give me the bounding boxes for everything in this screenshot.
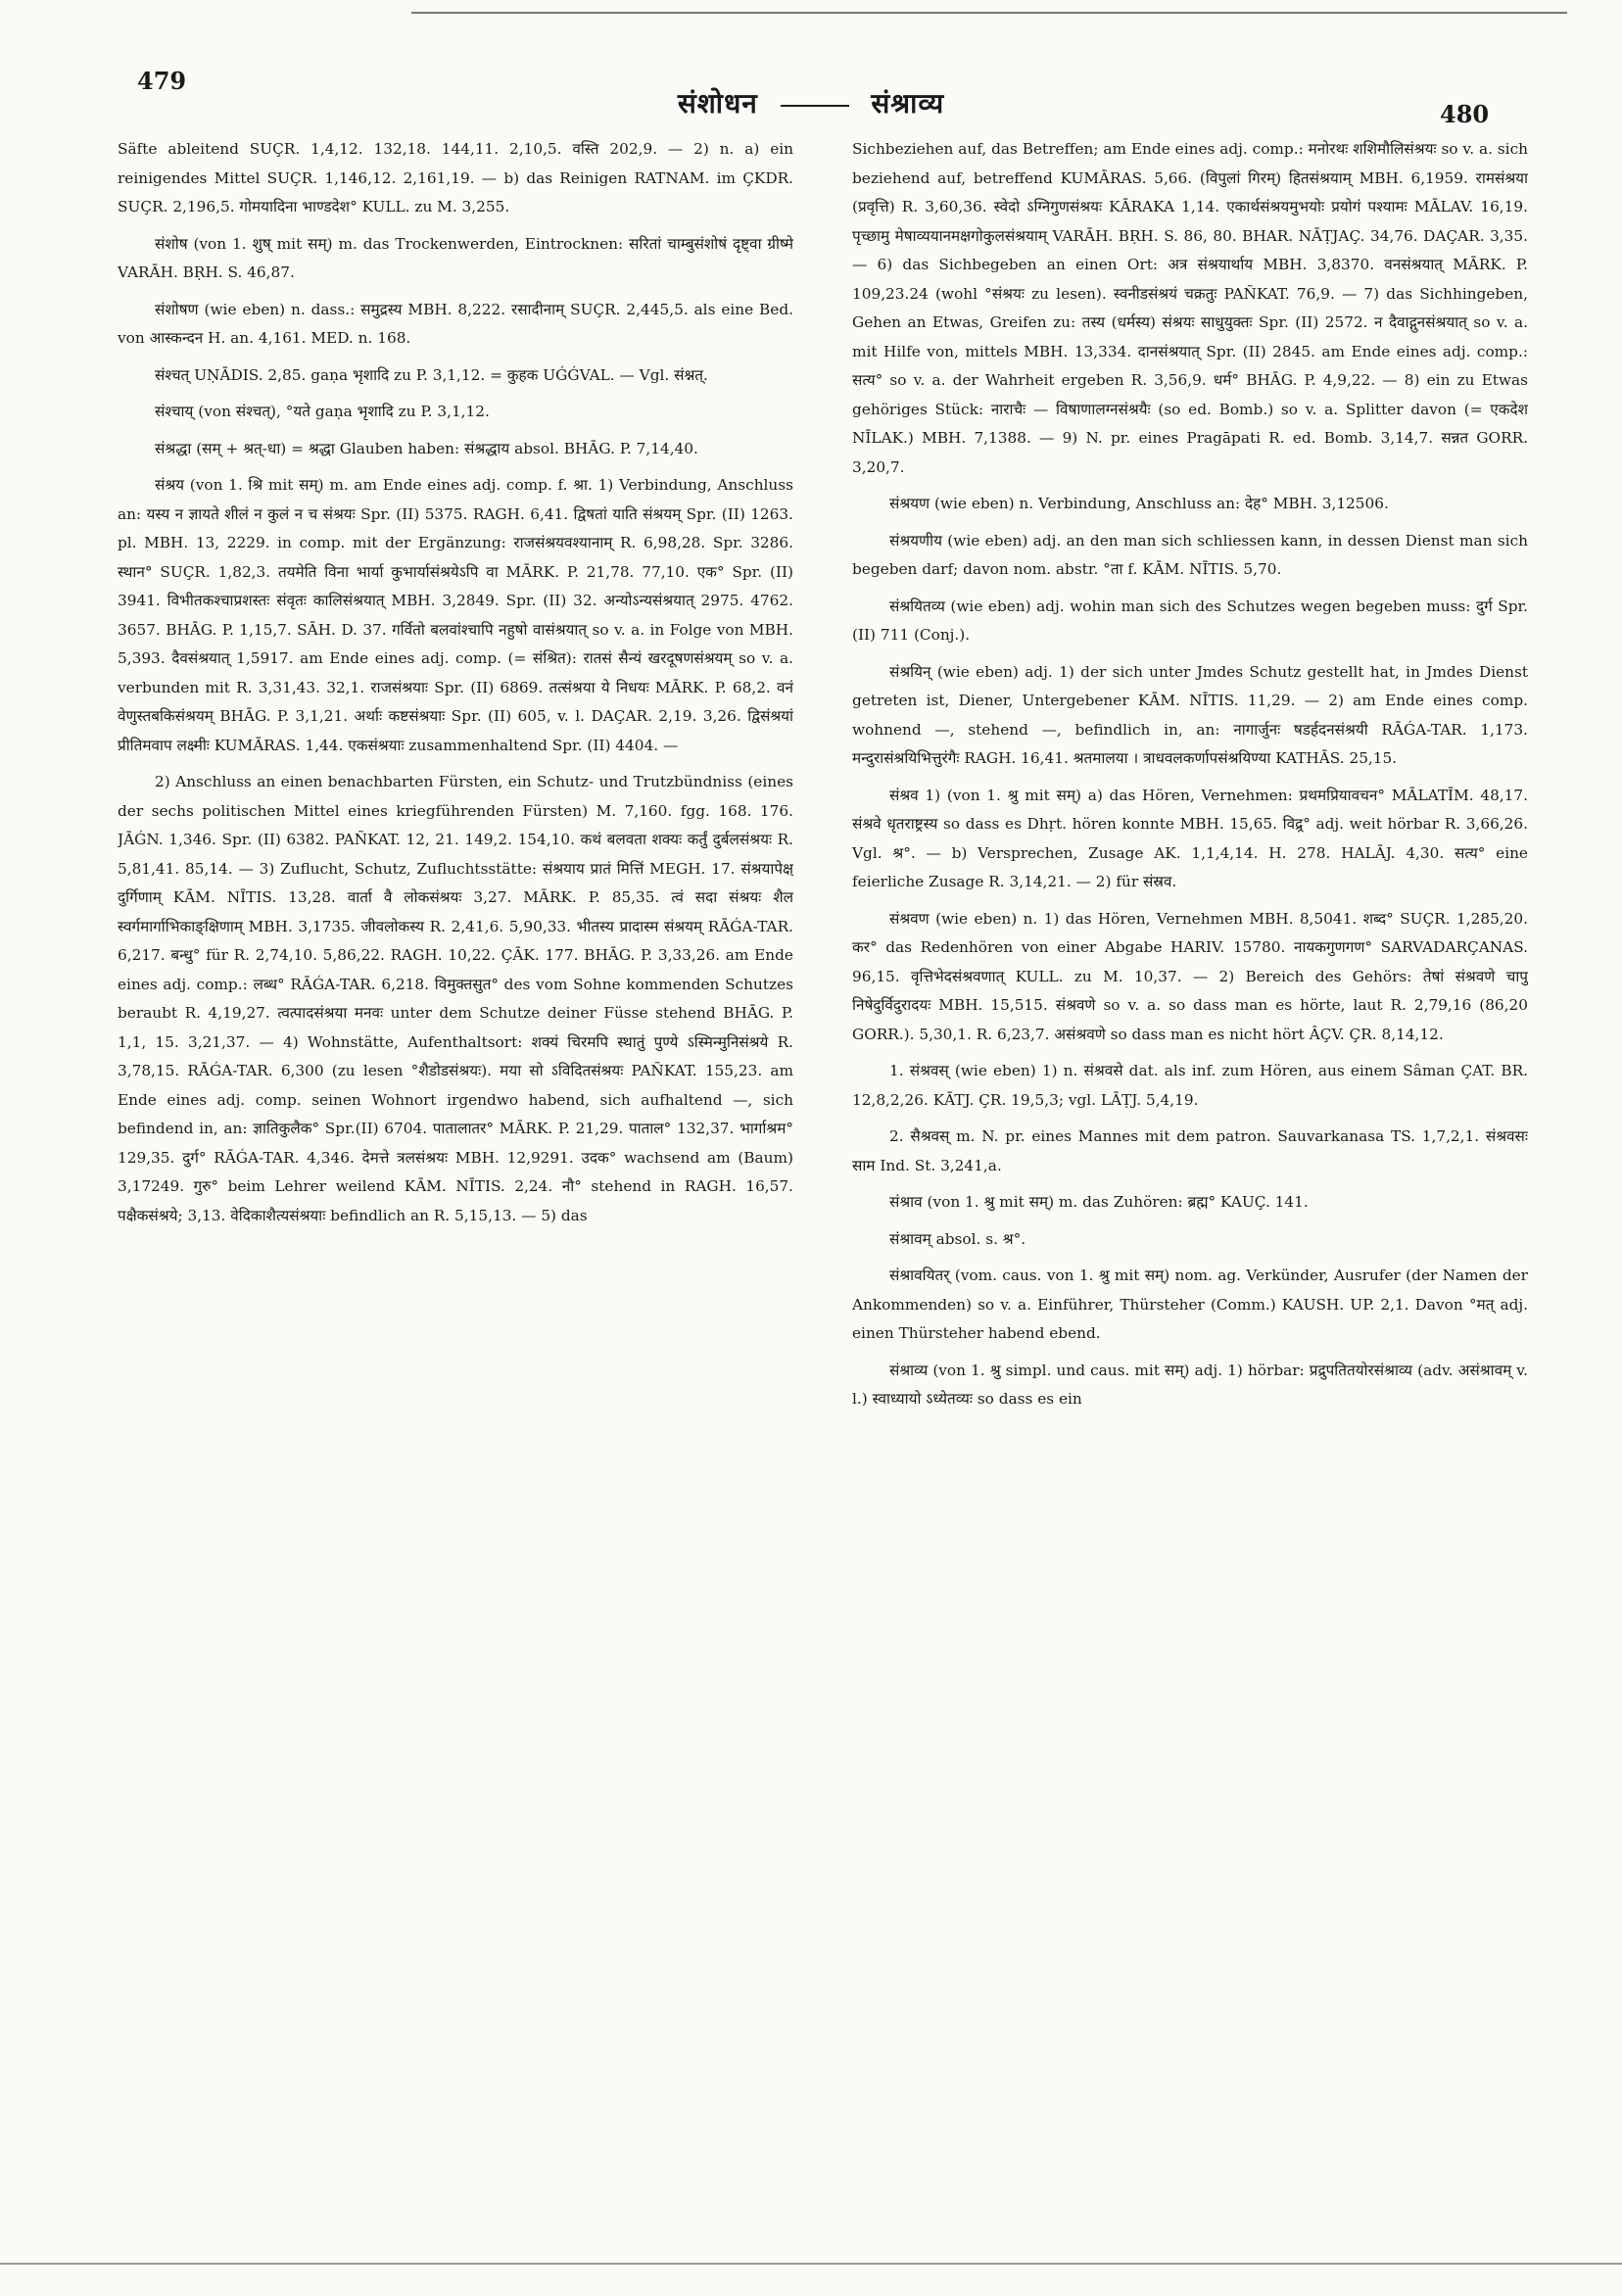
- page-header: [0, 67, 1622, 135]
- right-entry-8: 2. सैश्रवस् m. N. pr. eines Mannes mit dem patron. Sauvarkanasa TS. 1,7,2,1. संश्रवसः साम Ind. St. 3,241,a.: [852, 1127, 1528, 1174]
- left-column: [118, 135, 793, 2271]
- left-entry-7: 2) Anschluss an einen benachbarten Fürsten, ein Schutz- und Trutzbündniss (eines der sechs politischen Mittel eines kriegführenden Fürsten) M. 7,160. fgg. 168. 176. JĀǴN. 1,346. Spr. (II) 6382. PAÑKAT. 12, 21. 149,2. 154,10. कथं बलवता शक्यः कर्तुं दुर्बलसंश्रयः R. 5,81,41. 85,14. — 3) Zuflucht, Schutz, Zufluchtsstätte: संश्रयाय प्रातं मित्तिं MEGH. 17. संश्रयापेक्ष् दुर्गिणाम् KĀM. NĪTIS. 13,28. वार्ता वै लोकसंश्रयः 3,27. MĀRK. P. 85,35. त्वं सदा संश्रयः शैल स्वर्गमार्गाभिकाङ्क्षिणाम् MBH. 3,1735. जीवलोकस्य R. 2,41,6. 5,90,33. भीतस्य प्रादास्म संश्रयम् RĀǴA-TAR. 6,217. बन्धु° für R. 2,74,10. 5,86,22. RAGH. 10,22. ÇĀK. 177. BHĀG. P. 3,33,26. am Ende eines adj. comp.: लब्ध° RĀǴA-TAR. 6,218. विमुक्तसुत° des vom Sohne kommenden Schutzes beraubt R. 4,19,27. त्वत्पादसंश्रया मनवः unter dem Schutze deiner Füsse stehend BHĀG. P. 1,1, 15. 3,21,37. — 4) Wohnstätte, Aufenthaltsort: शक्यं चिरमपि स्थातुं पुण्ये ऽस्मिन्मुनिसंश्रये R. 3,78,15. RĀǴA-TAR. 6,300 (zu lesen °शैडोडसंश्रयः). मया सो ऽविदितसंश्रयः PAÑKAT. 155,23. am Ende eines adj. comp. seinen Wohnort irgendwo habend, sich aufhaltend —, sich befindend in, an: ज्ञातिकुलैक° Spr.(II) 6704. पातालातर° MĀRK. P. 21,29. पाताल° 132,37. भार्गाश्रम° 129,35. दुर्ग° RĀǴA-TAR. 4,346. देमत्ते त्रलसंश्रयः MBH. 12,9291. उदक° wachsend am (Baum) 3,17249. गुरु° beim Lehrer weilend KĀM. NĪTIS. 2,24. नौ° stehend in RAGH. 16,57. पक्षैकसंश्रये; 3,13. वेदिकाशैत्यसंश्रयाः befindlich an R. 5,15,13. — 5) das: [118, 773, 793, 1224]
- right-entry-0: Sichbeziehen auf, das Betreffen; am Ende eines adj. comp.: मनोरथः शशिमौलिसंश्रयः so v. a. sich beziehend auf, betreffend KUMĀRAS. 5,66. (विपुलां गिरम्) हितसंश्रयाम् MBH. 6,1959. रामसंश्रया (प्रवृत्ति) R. 3,60,36. स्वेदो ऽग्निगुणसंश्रयः KĀRAKA 1,14. एकार्थसंश्रयमुभयोः प्रयोगं पश्यामः MĀLAV. 16,19. पृच्छामु मेषाव्ययानमक्षगोकुलसंश्रयाम् VARĀH. BṚH. S. 86, 80. BHAR. NĀṬJAÇ. 34,76. DAÇAR. 3,35. — 6) das Sichbegeben an einen Ort: अत्र संश्रयार्थाय MBH. 3,8370. वनसंश्रयात् MĀRK. P. 109,23.24 (wohl °संश्रयः zu lesen). स्वनीडसंश्रयं चक्रतुः PAÑKAT. 76,9. — 7) das Sichhingeben, Gehen an Etwas, Greifen zu: तस्य (धर्मस्य) संश्रयः साधुयुक्तः Spr. (II) 2572. न दैवाद्गुनसंश्रयात् so v. a. mit Hilfe von, mittels MBH. 13,334. दानसंश्रयात् Spr. (II) 2845. am Ende eines adj. comp.: सत्य° so v. a. der Wahrheit ergeben R. 3,56,9. धर्म° BHĀG. P. 4,9,22. — 8) ein zu Etwas gehöriges Stück: नाराचैः — विषाणालग्नसंश्रयैः (so ed. Bomb.) so v. a. Splitter davon (= एकदेश NĪLAK.) MBH. 7,1388. — 9) N. pr. eines Pragāpati R. ed. Bomb. 3,14,7. सन्नत GORR. 3,20,7.: [852, 140, 1528, 476]
- right-entry-11: संश्रावयितर् (vom. caus. von 1. श्रु mit सम्) nom. ag. Verkünder, Ausrufer (der Namen der Ankommenden) so v. a. Einführer, Thürsteher (Comm.) KAUSH. UP. 2,1. Davon °मत् adj. einen Thürsteher habend ebend.: [852, 1267, 1528, 1342]
- title-dash: [781, 105, 849, 107]
- left-entry-5: संश्रद्धा (सम् + श्रत्-धा) = श्रद्धा Glauben haben: संश्रद्धाय absol. BHĀG. P. 7,14,40.: [155, 439, 698, 457]
- right-entry-6: संश्रवण (wie eben) n. 1) das Hören, Vernehmen MBH. 8,5041. शब्द° SUÇR. 1,285,20. कर° das Redenhören von einer Abgabe HARIV. 15780. नायकगुणगण° SARVADARÇANAS. 96,15. वृत्तिभेदसंश्रवणात् KULL. zu M. 10,37. — 2) Bereich des Gehörs: तेषां संश्रवणे चापु निषेदुर्विदुरादयः MBH. 15,515. संश्रवणे so v. a. so dass man es hörte, laut R. 2,79,16 (86,20 GORR.). 5,30,1. R. 6,23,7. असंश्रवणे so dass man es nicht hört ÂÇV. ÇR. 8,14,12.: [852, 909, 1528, 1043]
- right-entry-2: संश्रयणीय (wie eben) adj. an den man sich schliessen kann, in dessen Dienst man sich begeben darf; davon nom. abstr. °ता f. KĀM. NĪTIS. 5,70.: [852, 531, 1528, 578]
- running-title-left: संशोधन: [677, 87, 758, 120]
- left-entry-6: संश्रय (von 1. श्रि mit सम्) m. am Ende eines adj. comp. f. श्रा. 1) Verbindung, Anschluss an: यस्य न ज्ञायते शीलं न कुलं न च संश्रयः Spr. (II) 5375. RAGH. 6,41. द्विषतां याति संश्रयम् Spr. (II) 1263. pl. MBH. 13, 2229. in comp. mit der Ergänzung: राजसंश्रयवश्यानाम् R. 6,98,28. Spr. 3286. स्थान° SUÇR. 1,82,3. तयमेति विना भार्या कुभार्यासंश्रयेऽपि वा MĀRK. P. 21,78. 77,10. एक° Spr. (II) 3941. विभीतकश्चाप्रशस्तः संवृतः कालिसंश्रयात् MBH. 3,2849. Spr. (II) 32. अन्योऽन्यसंश्रयात् 2975. 4762. 3657. BHĀG. P. 1,15,7. SĀH. D. 37. गर्वितो बलवांश्चापि नहुषो वासंश्रयात् so v. a. in Folge von MBH. 5,393. दैवसंश्रयात् 1,5917. am Ende eines adj. comp. (= संश्रित): रातसं सैन्यं खरदूषणसंश्रयम् so v. a. verbunden mit R. 3,31,43. 32,1. राजसंश्रयाः Spr. (II) 6869. तत्संश्रया ये निधयः MĀRK. P. 68,2. वनं वेणुस्तबकिसंश्रयम् BHĀG. P. 3,1,21. अर्थाः कष्टसंश्रयाः Spr. (II) 605, v. l. DAÇAR. 2,19. 3,26. द्विसंश्रयां प्रीतिमवाप लक्ष्मीः KUMĀRAS. 1,44. एकसंश्रयाः zusammenhaltend Spr. (II) 4404. —: [118, 476, 793, 754]
- page-number-left: 479: [137, 67, 187, 95]
- running-title: [0, 84, 1622, 121]
- right-column: [852, 135, 1528, 2251]
- top-rule: [411, 12, 1567, 14]
- right-entry-7: 1. संश्रवस् (wie eben) 1) n. संश्रवसे dat. als inf. zum Hören, aus einem Sâman ÇAT. BR. 12,8,2,26. KĀTJ. ÇR. 19,5,3; vgl. LĀṬJ. 5,4,19.: [852, 1062, 1528, 1109]
- left-entry-3: संश्चत् UṆĀDIS. 2,85. gaṇa भृशादि zu P. 3,1,12. = कुहक UǴǴVAL. — Vgl. संश्नत्.: [155, 365, 708, 384]
- bottom-rule: [0, 2263, 1622, 2265]
- right-entry-9: संश्राव (von 1. श्रु mit सम्) m. das Zuhören: ब्रह्म° KAUÇ. 141.: [889, 1193, 1309, 1211]
- right-entry-5: संश्रव 1) (von 1. श्रु mit सम्) a) das Hören, Vernehmen: प्रथमप्रियावचन° MĀLATĪM. 48,17. संश्रवे धृतराष्ट्रस्य so dass es Dhṛt. hören konnte MBH. 15,65. विद्र्र° adj. weit hörbar R. 3,66,26. Vgl. श्र°. — b) Versprechen, Zusage AK. 1,1,4,14. H. 278. HALĀJ. 4,30. सत्य° eine feierliche Zusage R. 3,14,21. — 2) für संस्रव.: [852, 786, 1528, 890]
- running-title-right: संश्राव्य: [871, 87, 945, 120]
- left-entry-1: संशोष (von 1. शुष् mit सम्) m. das Trockenwerden, Eintrocknen: सरितां चाम्बुसंशोषं दृष्ट्वा ग्रीष्मे VARĀH. BṚH. S. 46,87.: [118, 234, 793, 281]
- right-entry-10: संश्रावम् absol. s. श्र°.: [889, 1229, 1026, 1248]
- right-entry-1: संश्रयण (wie eben) n. Verbindung, Anschluss an: देह° MBH. 3,12506.: [889, 495, 1389, 512]
- left-entry-2: संशोषण (wie eben) n. dass.: समुद्रस्य MBH. 8,222. रसादीनाम् SUÇR. 2,445,5. als eine Bed. von आस्कन्दन H. an. 4,161. MED. n. 168.: [118, 300, 793, 347]
- left-entry-0: Säfte ableitend SUÇR. 1,4,12. 132,18. 144,11. 2,10,5. वस्ति 202,9. — 2) n. a) ein reinigendes Mittel SUÇR. 1,146,12. 2,161,19. — b) das Reinigen RATNAM. im ÇKDR. SUÇR. 2,196,5. गोमयादिना भाण्डदेश° KULL. zu M. 3,255.: [118, 140, 793, 215]
- right-entry-4: संश्रयिन् (wie eben) adj. 1) der sich unter Jmdes Schutz gestellt hat, in Jmdes Dienst getreten ist, Diener, Untergebener KĀM. NĪTIS. 11,29. — 2) am Ende eines comp. wohnend —, stehend —, befindlich in, an: नागार्जुनः षडर्हदनसंश्रयी RĀǴA-TAR. 1,173. मन्दुरासंश्रयिभित्तुरंगैः RAGH. 16,41. श्रतमालया । त्राधवलकर्णापसंश्रयिण्या KATHĀS. 25,15.: [852, 662, 1528, 767]
- right-entry-3: संश्रयितव्य (wie eben) adj. wohin man sich des Schutzes wegen begeben muss: दुर्ग Spr. (II) 711 (Conj.).: [852, 597, 1528, 644]
- page-number-right: 480: [1440, 100, 1490, 128]
- right-entry-12: संश्राव्य (von 1. श्रु simpl. und caus. mit सम्) adj. 1) hörbar: प्रद्रुपतितयोरसंश्राव्य (adv. असंश्रावम् v. l.) स्वाध्यायो ऽध्येतव्यः so dass es ein: [852, 1361, 1528, 1408]
- left-entry-4: संश्चाय् (von संश्चत्), °यते gaṇa भृशादि zu P. 3,1,12.: [155, 403, 490, 420]
